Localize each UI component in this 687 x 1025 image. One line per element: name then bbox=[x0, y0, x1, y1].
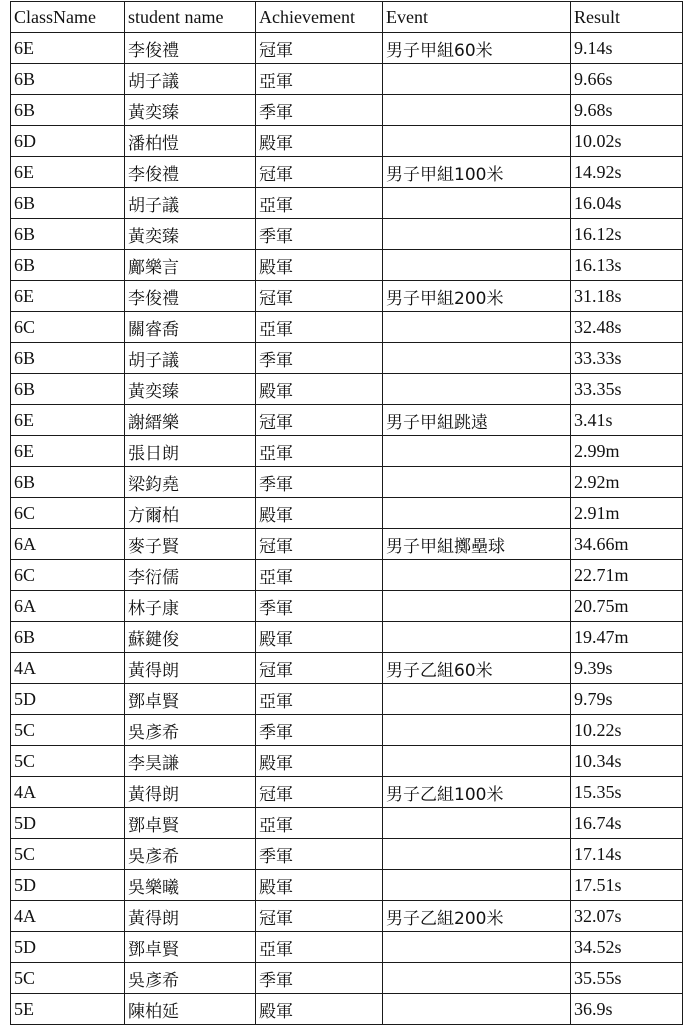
class-cell: 6B bbox=[11, 467, 125, 498]
student-name-cell: 鄺樂言 bbox=[125, 250, 256, 281]
result-cell: 2.91m bbox=[571, 498, 683, 529]
student-name-cell: 關睿喬 bbox=[125, 312, 256, 343]
table-row bbox=[11, 126, 683, 157]
event-cell bbox=[383, 684, 571, 715]
table-row bbox=[11, 746, 683, 777]
student-name-cell: 黃得朗 bbox=[125, 777, 256, 808]
header-event: Event bbox=[383, 2, 571, 33]
achievement-cell: 亞軍 bbox=[256, 684, 383, 715]
result-cell: 16.13s bbox=[571, 250, 683, 281]
student-name-cell: 吳彥希 bbox=[125, 963, 256, 994]
student-name-cell: 李昊謙 bbox=[125, 746, 256, 777]
result-cell: 9.14s bbox=[571, 33, 683, 64]
result-cell: 16.74s bbox=[571, 808, 683, 839]
class-cell: 6B bbox=[11, 64, 125, 95]
table-row bbox=[11, 963, 683, 994]
table-row bbox=[11, 343, 683, 374]
table-row bbox=[11, 684, 683, 715]
achievement-cell: 殿軍 bbox=[256, 994, 383, 1025]
class-cell: 5C bbox=[11, 839, 125, 870]
class-cell: 6E bbox=[11, 405, 125, 436]
table-row bbox=[11, 839, 683, 870]
result-cell: 35.55s bbox=[571, 963, 683, 994]
table-row bbox=[11, 219, 683, 250]
achievement-cell: 季軍 bbox=[256, 963, 383, 994]
achievement-cell: 冠軍 bbox=[256, 777, 383, 808]
event-cell bbox=[383, 374, 571, 405]
class-cell: 5C bbox=[11, 746, 125, 777]
table-row bbox=[11, 498, 683, 529]
event-cell: 男子甲組擲壘球 bbox=[383, 529, 571, 560]
student-name-cell: 黃奕臻 bbox=[125, 219, 256, 250]
class-cell: 5D bbox=[11, 870, 125, 901]
result-cell: 3.41s bbox=[571, 405, 683, 436]
student-name-cell: 麥子賢 bbox=[125, 529, 256, 560]
result-cell: 32.07s bbox=[571, 901, 683, 932]
achievement-cell: 亞軍 bbox=[256, 932, 383, 963]
table-row bbox=[11, 467, 683, 498]
achievement-cell: 殿軍 bbox=[256, 374, 383, 405]
table-row bbox=[11, 405, 683, 436]
student-name-cell: 李俊禮 bbox=[125, 33, 256, 64]
result-cell: 15.35s bbox=[571, 777, 683, 808]
class-cell: 6C bbox=[11, 498, 125, 529]
table-row bbox=[11, 281, 683, 312]
achievement-cell: 季軍 bbox=[256, 715, 383, 746]
achievement-cell: 冠軍 bbox=[256, 281, 383, 312]
achievement-cell: 亞軍 bbox=[256, 188, 383, 219]
achievement-cell: 殿軍 bbox=[256, 126, 383, 157]
table-row bbox=[11, 870, 683, 901]
table-row bbox=[11, 157, 683, 188]
event-cell bbox=[383, 870, 571, 901]
student-name-cell: 梁鈞堯 bbox=[125, 467, 256, 498]
table-row bbox=[11, 188, 683, 219]
results-table bbox=[10, 1, 683, 1025]
header-classname: ClassName bbox=[11, 2, 125, 33]
class-cell: 4A bbox=[11, 901, 125, 932]
table-body bbox=[11, 33, 683, 1025]
class-cell: 4A bbox=[11, 777, 125, 808]
event-cell bbox=[383, 932, 571, 963]
event-cell bbox=[383, 64, 571, 95]
result-cell: 9.39s bbox=[571, 653, 683, 684]
header-result: Result bbox=[571, 2, 683, 33]
event-cell bbox=[383, 467, 571, 498]
table-row bbox=[11, 994, 683, 1025]
student-name-cell: 謝縉樂 bbox=[125, 405, 256, 436]
event-cell: 男子甲組100米 bbox=[383, 157, 571, 188]
result-cell: 31.18s bbox=[571, 281, 683, 312]
achievement-cell: 殿軍 bbox=[256, 870, 383, 901]
class-cell: 5D bbox=[11, 684, 125, 715]
event-cell bbox=[383, 560, 571, 591]
student-name-cell: 陳柏延 bbox=[125, 994, 256, 1025]
class-cell: 6E bbox=[11, 157, 125, 188]
event-cell bbox=[383, 622, 571, 653]
achievement-cell: 冠軍 bbox=[256, 901, 383, 932]
event-cell bbox=[383, 839, 571, 870]
achievement-cell: 殿軍 bbox=[256, 250, 383, 281]
student-name-cell: 鄧卓賢 bbox=[125, 932, 256, 963]
table-row bbox=[11, 436, 683, 467]
student-name-cell: 吳彥希 bbox=[125, 839, 256, 870]
result-cell: 20.75m bbox=[571, 591, 683, 622]
event-cell: 男子乙組100米 bbox=[383, 777, 571, 808]
table-row bbox=[11, 250, 683, 281]
achievement-cell: 亞軍 bbox=[256, 436, 383, 467]
class-cell: 6D bbox=[11, 126, 125, 157]
class-cell: 6E bbox=[11, 436, 125, 467]
student-name-cell: 吳彥希 bbox=[125, 715, 256, 746]
result-cell: 22.71m bbox=[571, 560, 683, 591]
event-cell bbox=[383, 312, 571, 343]
event-cell: 男子甲組200米 bbox=[383, 281, 571, 312]
result-cell: 33.35s bbox=[571, 374, 683, 405]
result-cell: 32.48s bbox=[571, 312, 683, 343]
table-row bbox=[11, 560, 683, 591]
achievement-cell: 季軍 bbox=[256, 343, 383, 374]
student-name-cell: 張日朗 bbox=[125, 436, 256, 467]
result-cell: 10.02s bbox=[571, 126, 683, 157]
student-name-cell: 林子康 bbox=[125, 591, 256, 622]
achievement-cell: 殿軍 bbox=[256, 622, 383, 653]
student-name-cell: 胡子議 bbox=[125, 188, 256, 219]
result-cell: 17.51s bbox=[571, 870, 683, 901]
achievement-cell: 季軍 bbox=[256, 219, 383, 250]
achievement-cell: 季軍 bbox=[256, 591, 383, 622]
event-cell bbox=[383, 808, 571, 839]
table-row bbox=[11, 777, 683, 808]
achievement-cell: 殿軍 bbox=[256, 746, 383, 777]
event-cell bbox=[383, 436, 571, 467]
table-row bbox=[11, 808, 683, 839]
class-cell: 6E bbox=[11, 281, 125, 312]
event-cell bbox=[383, 219, 571, 250]
table-row bbox=[11, 95, 683, 126]
event-cell bbox=[383, 591, 571, 622]
class-cell: 5D bbox=[11, 932, 125, 963]
result-cell: 9.66s bbox=[571, 64, 683, 95]
event-cell bbox=[383, 95, 571, 126]
student-name-cell: 潘柏愷 bbox=[125, 126, 256, 157]
class-cell: 5E bbox=[11, 994, 125, 1025]
student-name-cell: 黃奕臻 bbox=[125, 95, 256, 126]
table-row bbox=[11, 622, 683, 653]
event-cell bbox=[383, 126, 571, 157]
student-name-cell: 吳樂曦 bbox=[125, 870, 256, 901]
table-row bbox=[11, 312, 683, 343]
class-cell: 6A bbox=[11, 529, 125, 560]
achievement-cell: 冠軍 bbox=[256, 157, 383, 188]
event-cell bbox=[383, 343, 571, 374]
class-cell: 6A bbox=[11, 591, 125, 622]
result-cell: 9.68s bbox=[571, 95, 683, 126]
event-cell bbox=[383, 188, 571, 219]
student-name-cell: 鄧卓賢 bbox=[125, 808, 256, 839]
event-cell: 男子甲組60米 bbox=[383, 33, 571, 64]
student-name-cell: 鄧卓賢 bbox=[125, 684, 256, 715]
achievement-cell: 冠軍 bbox=[256, 653, 383, 684]
result-cell: 34.52s bbox=[571, 932, 683, 963]
achievement-cell: 冠軍 bbox=[256, 529, 383, 560]
event-cell bbox=[383, 498, 571, 529]
student-name-cell: 胡子議 bbox=[125, 64, 256, 95]
result-cell: 19.47m bbox=[571, 622, 683, 653]
result-cell: 10.34s bbox=[571, 746, 683, 777]
achievement-cell: 季軍 bbox=[256, 839, 383, 870]
event-cell: 男子甲組跳遠 bbox=[383, 405, 571, 436]
event-cell bbox=[383, 715, 571, 746]
result-cell: 33.33s bbox=[571, 343, 683, 374]
class-cell: 6B bbox=[11, 622, 125, 653]
result-cell: 36.9s bbox=[571, 994, 683, 1025]
header-student-name: student name bbox=[125, 2, 256, 33]
result-cell: 2.99m bbox=[571, 436, 683, 467]
student-name-cell: 黃奕臻 bbox=[125, 374, 256, 405]
class-cell: 6B bbox=[11, 250, 125, 281]
table-row bbox=[11, 715, 683, 746]
header-row bbox=[11, 2, 683, 33]
table-row bbox=[11, 932, 683, 963]
header-achievement: Achievement bbox=[256, 2, 383, 33]
student-name-cell: 李俊禮 bbox=[125, 157, 256, 188]
table-row bbox=[11, 901, 683, 932]
student-name-cell: 方爾柏 bbox=[125, 498, 256, 529]
class-cell: 6E bbox=[11, 33, 125, 64]
student-name-cell: 胡子議 bbox=[125, 343, 256, 374]
event-cell: 男子乙組60米 bbox=[383, 653, 571, 684]
achievement-cell: 殿軍 bbox=[256, 498, 383, 529]
result-cell: 17.14s bbox=[571, 839, 683, 870]
student-name-cell: 李俊禮 bbox=[125, 281, 256, 312]
table-row bbox=[11, 64, 683, 95]
achievement-cell: 冠軍 bbox=[256, 405, 383, 436]
achievement-cell: 季軍 bbox=[256, 95, 383, 126]
result-cell: 9.79s bbox=[571, 684, 683, 715]
student-name-cell: 李衍儒 bbox=[125, 560, 256, 591]
student-name-cell: 黃得朗 bbox=[125, 901, 256, 932]
achievement-cell: 亞軍 bbox=[256, 808, 383, 839]
event-cell: 男子乙組200米 bbox=[383, 901, 571, 932]
class-cell: 5C bbox=[11, 963, 125, 994]
class-cell: 4A bbox=[11, 653, 125, 684]
class-cell: 6B bbox=[11, 343, 125, 374]
class-cell: 6B bbox=[11, 374, 125, 405]
result-cell: 14.92s bbox=[571, 157, 683, 188]
table-row bbox=[11, 529, 683, 560]
event-cell bbox=[383, 994, 571, 1025]
result-cell: 2.92m bbox=[571, 467, 683, 498]
result-cell: 16.12s bbox=[571, 219, 683, 250]
result-cell: 34.66m bbox=[571, 529, 683, 560]
result-cell: 10.22s bbox=[571, 715, 683, 746]
table-row bbox=[11, 33, 683, 64]
result-cell: 16.04s bbox=[571, 188, 683, 219]
class-cell: 6B bbox=[11, 95, 125, 126]
class-cell: 6B bbox=[11, 219, 125, 250]
achievement-cell: 亞軍 bbox=[256, 312, 383, 343]
table-row bbox=[11, 374, 683, 405]
class-cell: 6C bbox=[11, 560, 125, 591]
event-cell bbox=[383, 250, 571, 281]
class-cell: 5C bbox=[11, 715, 125, 746]
event-cell bbox=[383, 963, 571, 994]
student-name-cell: 黃得朗 bbox=[125, 653, 256, 684]
event-cell bbox=[383, 746, 571, 777]
table-row bbox=[11, 653, 683, 684]
class-cell: 6C bbox=[11, 312, 125, 343]
achievement-cell: 季軍 bbox=[256, 467, 383, 498]
results-sheet bbox=[10, 1, 682, 1025]
achievement-cell: 冠軍 bbox=[256, 33, 383, 64]
student-name-cell: 蘇鍵俊 bbox=[125, 622, 256, 653]
class-cell: 5D bbox=[11, 808, 125, 839]
class-cell: 6B bbox=[11, 188, 125, 219]
achievement-cell: 亞軍 bbox=[256, 560, 383, 591]
table-row bbox=[11, 591, 683, 622]
achievement-cell: 亞軍 bbox=[256, 64, 383, 95]
